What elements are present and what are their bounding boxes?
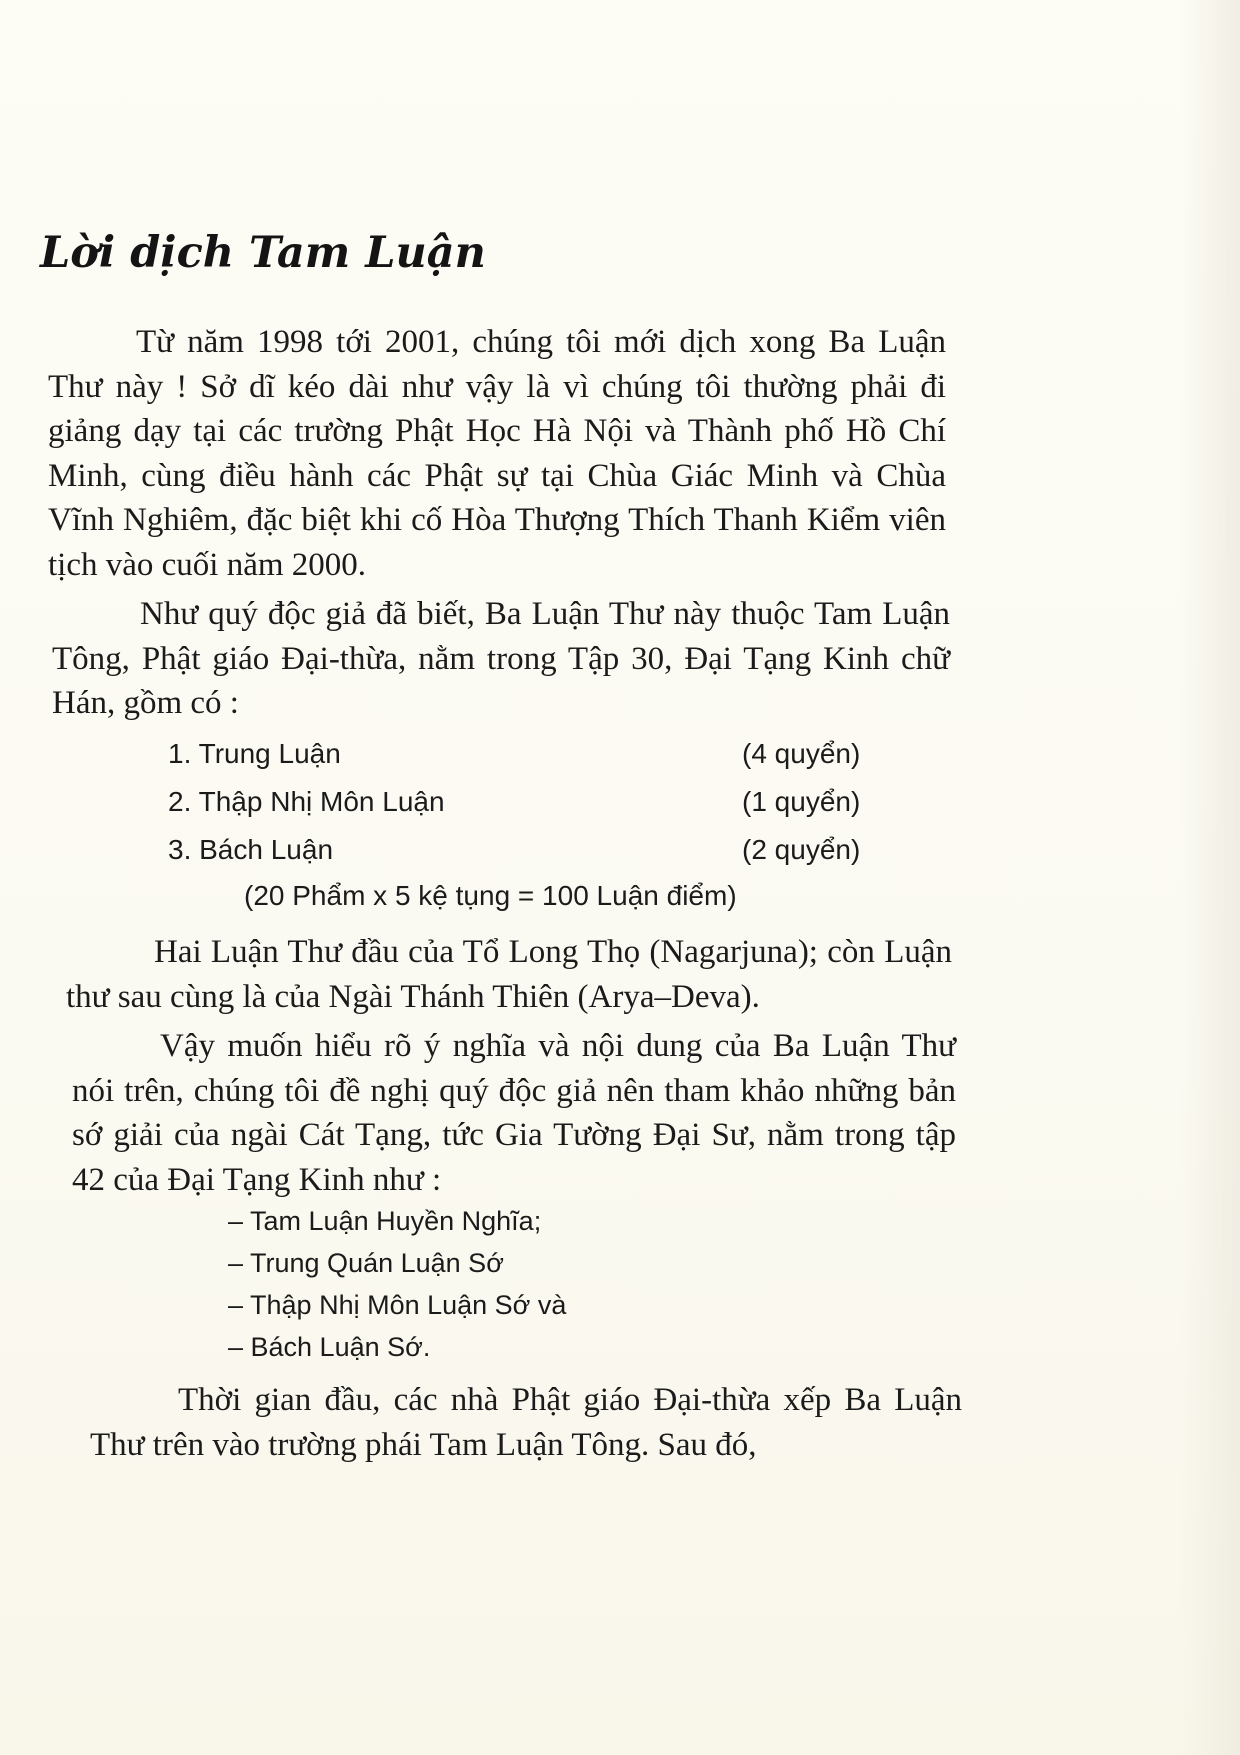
chapter-title: Lời dịch Tam Luận [40, 228, 486, 278]
treatise-volume-count: (2 quyển) [742, 834, 861, 865]
paragraph-treatise-intro: Như quý độc giả đã biết, Ba Luận Thư này thuộc Tam Luận Tông, Phật giáo Đại-thừa, nằm trong Tập 30, Đại Tạng Kinh chữ Hán, gồm có : [52, 596, 950, 721]
commentary-item: – Thập Nhị Môn Luận Sớ và [228, 1290, 567, 1320]
treatise-name: 2. Thập Nhị Môn Luận [168, 786, 445, 817]
paragraph-authors: Hai Luận Thư đầu của Tổ Long Thọ (Nagarjuna); còn Luận thư sau cùng là của Ngài Thánh Thiên (Arya–Deva). [66, 934, 952, 1015]
treatise-volume-count: (4 quyển) [742, 738, 861, 769]
treatise-volume-count: (1 quyển) [742, 786, 861, 817]
paragraph-translation-period: Từ năm 1998 tới 2001, chúng tôi mới dịch xong Ba Luận Thư này ! Sở dĩ kéo dài như vậy là vì chúng tôi thường phải đi giảng dạy tại các trường Phật Học Hà Nội và Thành phố Hồ Chí Minh, cùng điều hành các Phật sự tại Chùa Giác Minh và Chùa Vĩnh Nghiêm, đặc biệt khi cố Hòa Thượng Thích Thanh Kiểm viên tịch vào cuối năm 2000. [48, 324, 946, 583]
commentary-item: – Bách Luận Sớ. [228, 1332, 431, 1362]
paragraph-school-classification: Thời gian đầu, các nhà Phật giáo Đại-thừa xếp Ba Luận Thư trên vào trường phái Tam Luận Tông. Sau đó, [90, 1382, 962, 1463]
bach-luan-note: (20 Phẩm x 5 kệ tụng = 100 Luận điểm) [244, 880, 737, 911]
treatise-name: 3. Bách Luận [168, 834, 334, 865]
commentary-item: – Trung Quán Luận Sớ [228, 1248, 504, 1278]
page-edge-shadow [1180, 0, 1240, 1755]
treatise-name: 1. Trung Luận [168, 738, 341, 769]
commentary-item: – Tam Luận Huyền Nghĩa; [228, 1206, 542, 1236]
paragraph-commentaries-intro: Vậy muốn hiểu rõ ý nghĩa và nội dung của Ba Luận Thư nói trên, chúng tôi đề nghị quý độc giả nên tham khảo những bản sớ giải của ngài Cát Tạng, tức Gia Tường Đại Sư, nằm trong tập 42 của Đại Tạng Kinh như : [72, 1028, 956, 1198]
